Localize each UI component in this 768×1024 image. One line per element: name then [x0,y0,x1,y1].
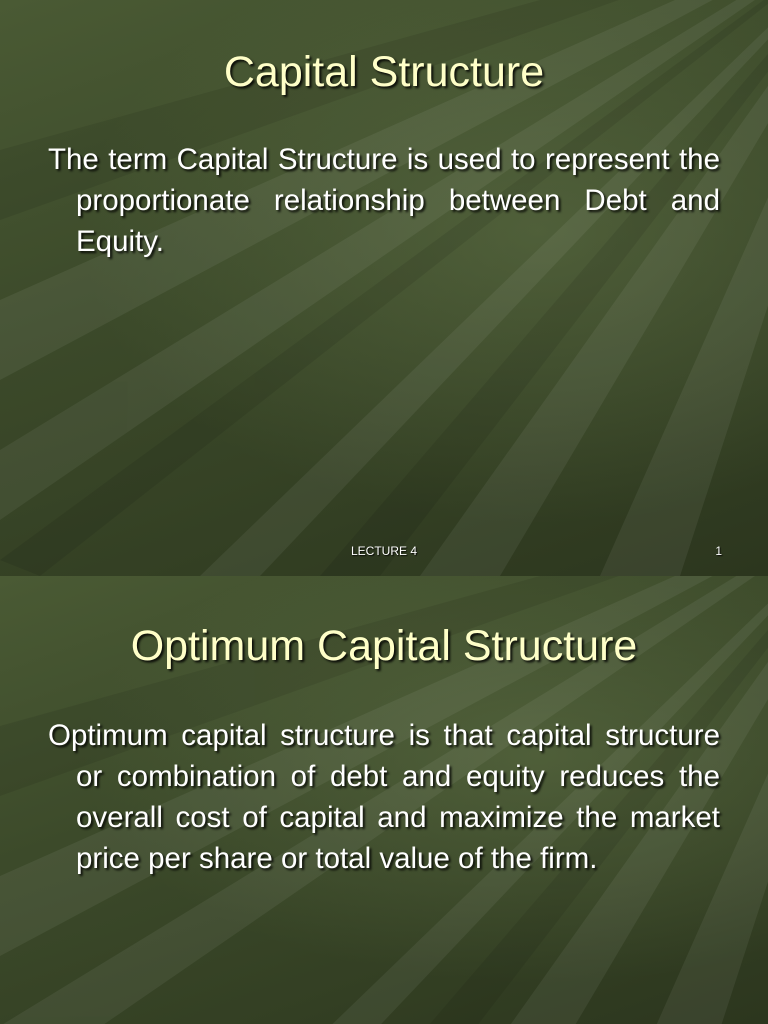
slide-number: 1 [715,544,722,558]
slide-body-text: Optimum capital structure is that capital structure or combination of debt and equity reduces the overall cost of capital and maximize the market price per share or total value of the firm. [48,719,720,875]
slide-2 [0,576,768,1024]
slide-title: Optimum Capital Structure [130,622,638,670]
slide-title: Capital Structure [223,48,545,96]
slide-footer: LECTURE 4 [350,544,418,558]
slide-body-text: The term Capital Structure is used to represent the proportionate relationship between Debt and Equity. [48,143,720,258]
